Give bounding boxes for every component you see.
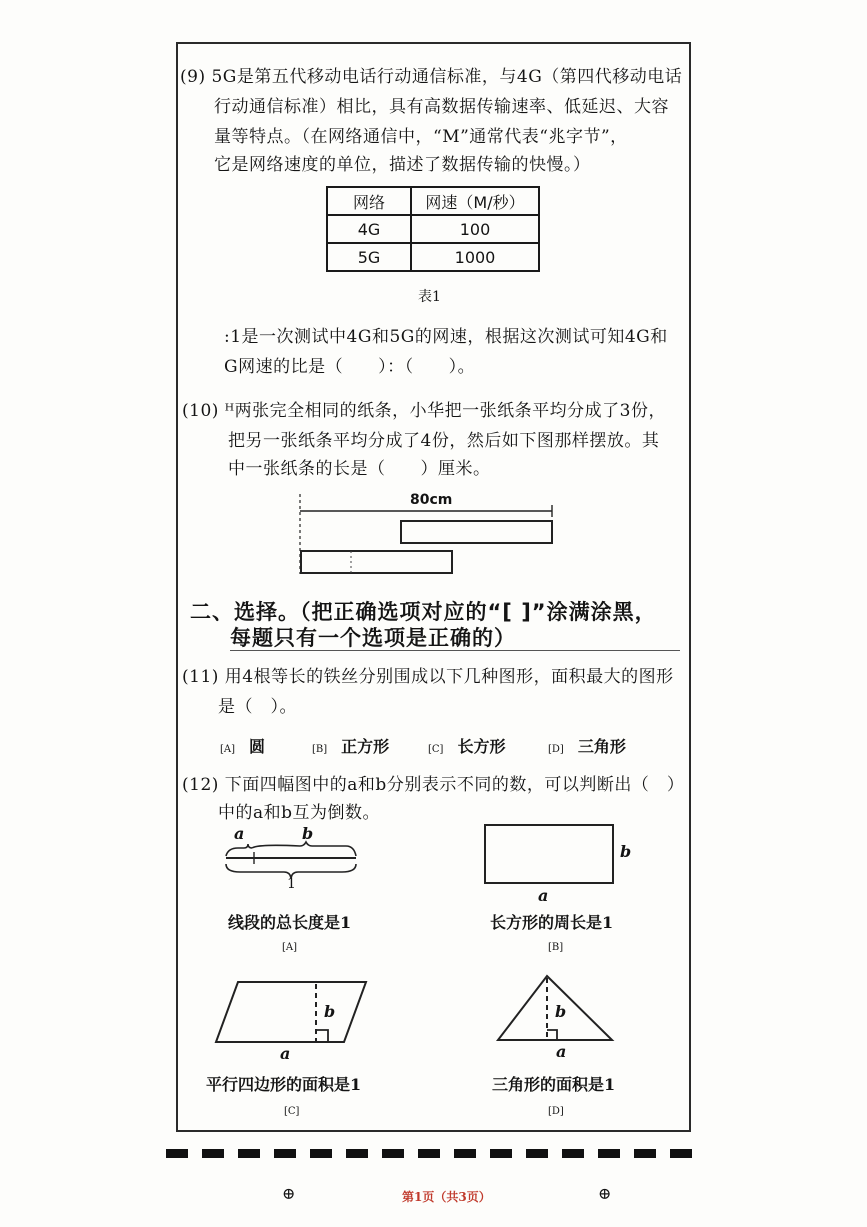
q9-line-3: 量等特点。（在网络通信中，“M”通常代表“兆字节”，	[214, 127, 628, 147]
q12-line-2: 中的a和b互为倒数。	[218, 803, 381, 823]
strip-total-length-label: 80cm	[410, 492, 453, 508]
option-b-text: 正方形	[341, 737, 390, 756]
q9-line-5: :1是一次测试中4G和5G的网速，根据这次测试可知4G和	[224, 327, 668, 347]
fig-a-key: [A]	[282, 942, 298, 953]
option-a-key[interactable]: [A]	[220, 744, 236, 755]
fig-b-key: [B]	[548, 942, 564, 953]
option-d-key[interactable]: [D]	[548, 744, 564, 755]
option-b-key[interactable]: [B]	[312, 744, 328, 755]
q10-line-1: (10) ᴴ两张完全相同的纸条，小华把一张纸条平均分成了3份，	[182, 401, 666, 421]
fig-b-label-a: a	[538, 886, 549, 905]
registration-mark-right-icon: ⊕	[598, 1184, 612, 1203]
table-caption: 表1	[418, 289, 441, 305]
q9-line-4: 它是网络速度的单位，描述了数据传输的快慢。）	[214, 155, 591, 175]
option-c-text: 长方形	[457, 737, 506, 756]
q9-line-1: (9) 5G是第五代移动电话行动通信标准，与4G（第四代移动电话	[180, 67, 683, 87]
fig-a-label-a: a	[234, 824, 245, 843]
table-cell: 100	[411, 215, 539, 243]
table-cell: 4G	[327, 215, 411, 243]
q12-line-1: (12) 下面四幅图中的a和b分别表示不同的数，可以判断出（ ）	[182, 775, 685, 795]
fig-d-label-b: b	[555, 1002, 567, 1021]
fig-c-label-a: a	[280, 1044, 291, 1063]
fig-b-caption: 长方形的周长是1	[490, 913, 614, 932]
option-a-text: 圆	[249, 737, 266, 756]
q11-line-2: 是（ ）。	[218, 697, 297, 717]
table-header-network: 网络	[327, 187, 411, 215]
fig-c-key: [C]	[284, 1106, 300, 1117]
q10-line-2: 把另一张纸条平均分成了4份，然后如下图那样摆放。其	[228, 431, 660, 451]
q11-line-1: (11) 用4根等长的铁丝分别围成以下几种图形，面积最大的图形	[182, 667, 674, 687]
fig-b-label-b: b	[620, 842, 632, 861]
option-c-key[interactable]: [C]	[428, 744, 444, 755]
table-cell: 5G	[327, 243, 411, 271]
cut-line-divider	[166, 1149, 706, 1158]
section-2-heading-cont: 每题只有一个选项是正确的）	[230, 626, 516, 650]
q9-line-2: 行动通信标准）相比，具有高数据传输速率、低延迟、大容	[214, 97, 669, 117]
fig-d-label-a: a	[556, 1042, 567, 1061]
fig-a-caption: 线段的总长度是1	[228, 913, 352, 932]
page-number: 第1页（共3页）	[402, 1190, 491, 1204]
fig-a-label-one: 1	[287, 876, 296, 892]
fig-a-label-b: b	[302, 824, 314, 843]
fig-c-caption: 平行四边形的面积是1	[206, 1075, 362, 1094]
fig-c-label-b: b	[324, 1002, 336, 1021]
fig-d-key: [D]	[548, 1106, 564, 1117]
q9-line-6: G网速的比是（ ）：（ ）。	[224, 357, 476, 377]
section-2-heading: 二、选择。（把正确选项对应的“[ ]”涂满涂黑，	[190, 600, 657, 624]
option-d-text: 三角形	[577, 737, 626, 756]
q10-line-3: 中一张纸条的长是（ ）厘米。	[228, 459, 491, 479]
table-header-speed: 网速（M/秒）	[411, 187, 539, 215]
fig-d-caption: 三角形的面积是1	[492, 1075, 616, 1094]
table-cell: 1000	[411, 243, 539, 271]
registration-mark-left-icon: ⊕	[282, 1184, 296, 1203]
